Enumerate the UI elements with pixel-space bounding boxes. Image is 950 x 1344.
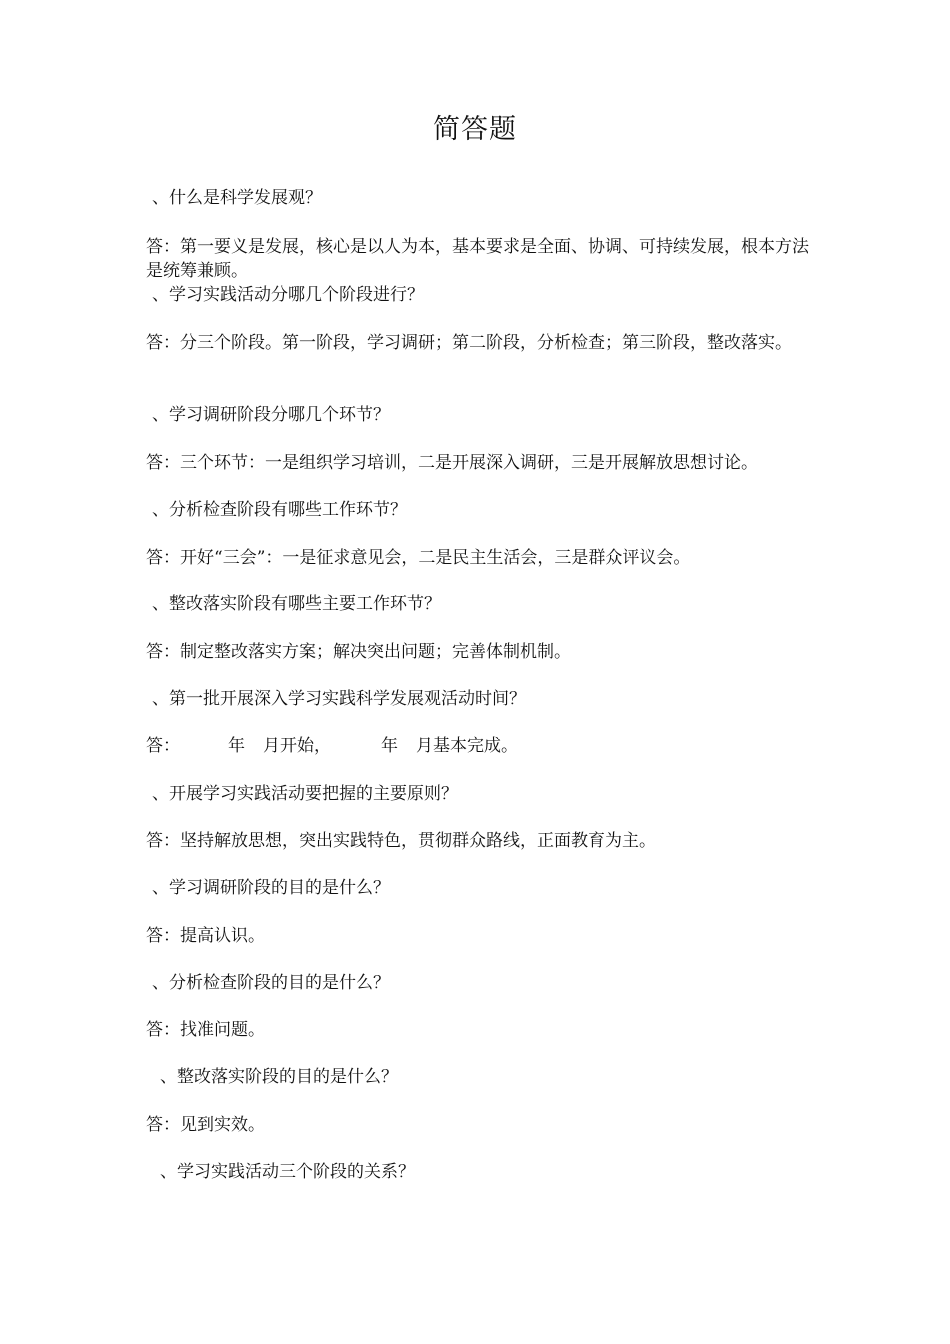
question-9: 、分析检查阶段的目的是什么？ xyxy=(152,973,390,993)
question-8: 、学习调研阶段的目的是什么？ xyxy=(152,878,390,898)
answer-3: 答：三个环节：一是组织学习培训，二是开展深入调研，三是开展解放思想讨论。 xyxy=(146,453,758,473)
answer-6-year-2: 年 xyxy=(381,736,398,756)
question-11: 、学习实践活动三个阶段的关系？ xyxy=(160,1162,415,1182)
answer-6-prefix: 答： xyxy=(146,736,180,756)
answer-6-end: 月基本完成。 xyxy=(416,736,518,756)
answer-5: 答：制定整改落实方案；解决突出问题；完善体制机制。 xyxy=(146,642,571,662)
answer-8: 答：提高认识。 xyxy=(146,926,265,946)
question-4: 、分析检查阶段有哪些工作环节？ xyxy=(152,500,407,520)
answer-6-start: 月开始， xyxy=(263,736,331,756)
answer-2: 答：分三个阶段。第一阶段，学习调研；第二阶段，分析检查；第三阶段，整改落实。 xyxy=(146,333,792,353)
question-2: 、学习实践活动分哪几个阶段进行？ xyxy=(152,285,424,305)
question-3: 、学习调研阶段分哪几个环节？ xyxy=(152,405,390,425)
answer-6 xyxy=(146,734,818,758)
page-title: 简答题 xyxy=(433,114,517,145)
answer-4: 答：开好“三会”：一是征求意见会，二是民主生活会，三是群众评议会。 xyxy=(146,548,691,568)
answer-7: 答：坚持解放思想，突出实践特色，贯彻群众路线，正面教育为主。 xyxy=(146,831,656,851)
answer-10: 答：见到实效。 xyxy=(146,1115,265,1135)
question-7: 、开展学习实践活动要把握的主要原则？ xyxy=(152,784,458,804)
question-5: 、整改落实阶段有哪些主要工作环节？ xyxy=(152,594,441,614)
question-6: 、第一批开展深入学习实践科学发展观活动时间？ xyxy=(152,689,526,709)
answer-6-year-1: 年 xyxy=(228,736,245,756)
question-1: 、什么是科学发展观？ xyxy=(152,188,322,208)
answer-1: 答：第一要义是发展，核心是以人为本，基本要求是全面、协调、可持续发展，根本方法是统筹兼顾。 xyxy=(146,237,809,281)
answer-9: 答：找准问题。 xyxy=(146,1020,265,1040)
question-10: 、整改落实阶段的目的是什么？ xyxy=(160,1067,398,1087)
